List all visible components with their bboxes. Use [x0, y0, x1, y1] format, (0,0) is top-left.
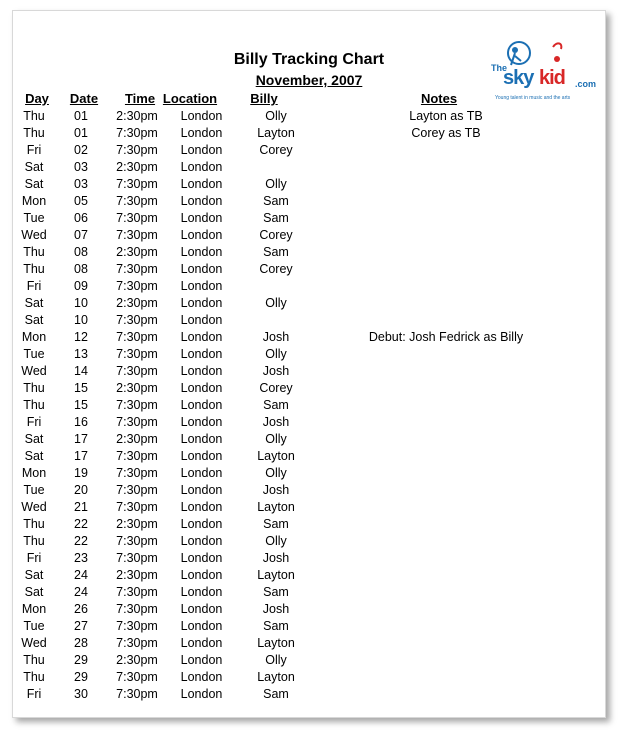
cell-billy: Olly — [265, 534, 287, 548]
logo-the: The — [491, 63, 508, 73]
cell-time: 7:30pm — [116, 194, 158, 208]
cell-day: Sat — [24, 296, 44, 310]
cell-day: Thu — [23, 109, 45, 123]
cell-billy: Sam — [263, 687, 289, 701]
cell-notes — [316, 278, 576, 295]
cell-location: London — [180, 670, 223, 684]
header-billy: Billy — [250, 91, 278, 106]
cell-time: 7:30pm — [116, 670, 158, 684]
cell-date: 26 — [74, 602, 88, 616]
cell-day: Thu — [23, 126, 45, 140]
cell-day: Mon — [21, 466, 47, 480]
cell-day: Thu — [23, 517, 45, 531]
header-notes: Notes — [420, 91, 458, 106]
cell-notes — [316, 295, 576, 312]
cell-date: 20 — [74, 483, 88, 497]
cell-billy: Layton — [257, 568, 295, 582]
table-row — [13, 210, 576, 227]
cell-day: Thu — [23, 262, 45, 276]
table-row — [13, 244, 576, 261]
cell-billy: Layton — [257, 636, 295, 650]
cell-notes — [316, 142, 576, 159]
cell-billy: Olly — [265, 347, 287, 361]
table-row — [13, 431, 576, 448]
table-row — [13, 414, 576, 431]
cell-date: 29 — [74, 670, 88, 684]
table-row — [13, 465, 576, 482]
cell-notes — [316, 312, 576, 329]
table-row — [13, 584, 576, 601]
cell-location: London — [180, 687, 223, 701]
cell-notes — [316, 346, 576, 363]
cell-billy: Layton — [257, 500, 295, 514]
cell-time: 7:30pm — [116, 398, 158, 412]
cell-date: 13 — [74, 347, 88, 361]
cell-billy: Josh — [262, 330, 290, 344]
cell-billy: Layton — [257, 126, 295, 140]
table-row — [13, 516, 576, 533]
cell-date: 22 — [74, 517, 88, 531]
cell-notes — [316, 635, 576, 652]
cell-location: London — [180, 109, 223, 123]
cell-date: 01 — [74, 109, 88, 123]
cell-billy: Olly — [265, 653, 287, 667]
table-row — [13, 618, 576, 635]
cell-location: London — [180, 449, 223, 463]
cell-location: London — [180, 177, 223, 191]
table-row — [13, 448, 576, 465]
cell-time: 7:30pm — [116, 449, 158, 463]
cell-billy: Olly — [265, 296, 287, 310]
cell-time: 7:30pm — [116, 602, 158, 616]
table-row — [13, 295, 576, 312]
header-location: Location — [162, 91, 218, 106]
cell-location: London — [180, 534, 223, 548]
cell-billy: Olly — [265, 109, 287, 123]
table-row — [13, 669, 576, 686]
cell-time: 7:30pm — [116, 415, 158, 429]
cell-billy: Olly — [265, 466, 287, 480]
header-time: Time — [124, 91, 156, 106]
table-row — [13, 652, 576, 669]
cell-date: 08 — [74, 245, 88, 259]
cell-day: Fri — [26, 143, 42, 157]
table-row — [13, 482, 576, 499]
cell-time: 7:30pm — [116, 466, 158, 480]
cell-time: 7:30pm — [116, 228, 158, 242]
cell-day: Tue — [23, 347, 45, 361]
cell-notes — [316, 363, 576, 380]
table-row — [13, 108, 576, 125]
cell-billy: Sam — [263, 585, 289, 599]
cell-notes — [316, 482, 576, 499]
cell-time: 7:30pm — [116, 534, 158, 548]
cell-day: Sat — [24, 177, 44, 191]
table-row — [13, 312, 576, 329]
cell-notes — [316, 193, 576, 210]
cell-day: Fri — [26, 687, 42, 701]
cell-date: 09 — [74, 279, 88, 293]
cell-billy: Josh — [262, 551, 290, 565]
cell-day: Wed — [21, 364, 47, 378]
cell-day: Tue — [23, 211, 45, 225]
logo-sky: sky — [503, 67, 534, 89]
cell-location: London — [180, 466, 223, 480]
cell-location: London — [180, 313, 223, 327]
cell-day: Wed — [21, 500, 47, 514]
schedule-table — [13, 108, 576, 703]
table-row — [13, 278, 576, 295]
table-row — [13, 142, 576, 159]
header-date: Date — [69, 91, 99, 106]
cell-day: Thu — [23, 398, 45, 412]
cell-notes — [316, 499, 576, 516]
cell-billy: Layton — [257, 449, 295, 463]
cell-billy — [236, 312, 316, 329]
cell-date: 17 — [74, 449, 88, 463]
cell-notes — [316, 261, 576, 278]
cell-location: London — [180, 279, 223, 293]
cell-notes — [316, 550, 576, 567]
cell-notes — [316, 601, 576, 618]
cell-notes — [316, 516, 576, 533]
cell-day: Thu — [23, 381, 45, 395]
document-page — [12, 10, 606, 718]
cell-billy: Josh — [262, 364, 290, 378]
cell-time: 7:30pm — [116, 483, 158, 497]
cell-notes — [316, 244, 576, 261]
cell-notes: Debut: Josh Fedrick as Billy — [368, 330, 524, 344]
cell-date: 10 — [74, 313, 88, 327]
cell-time: 7:30pm — [116, 262, 158, 276]
cell-time: 2:30pm — [116, 245, 158, 259]
cell-billy: Sam — [263, 194, 289, 208]
cell-day: Wed — [21, 636, 47, 650]
cell-time: 2:30pm — [116, 160, 158, 174]
cell-date: 06 — [74, 211, 88, 225]
cell-date: 03 — [74, 160, 88, 174]
cell-date: 24 — [74, 585, 88, 599]
table-row — [13, 159, 576, 176]
cell-billy — [236, 278, 316, 295]
cell-location: London — [180, 415, 223, 429]
cell-notes — [316, 210, 576, 227]
cell-location: London — [180, 551, 223, 565]
cell-billy: Sam — [263, 619, 289, 633]
cell-day: Mon — [21, 330, 47, 344]
cell-date: 23 — [74, 551, 88, 565]
cell-billy: Josh — [262, 602, 290, 616]
cell-notes — [316, 176, 576, 193]
cell-notes — [316, 159, 576, 176]
cell-date: 19 — [74, 466, 88, 480]
cell-time: 7:30pm — [116, 143, 158, 157]
table-row — [13, 346, 576, 363]
cell-notes — [316, 567, 576, 584]
cell-notes — [316, 414, 576, 431]
table-row — [13, 686, 576, 703]
cell-date: 29 — [74, 653, 88, 667]
cell-time: 7:30pm — [116, 347, 158, 361]
table-row — [13, 125, 576, 142]
cell-date: 27 — [74, 619, 88, 633]
cell-day: Wed — [21, 228, 47, 242]
cell-billy: Corey — [259, 143, 293, 157]
cell-notes: Layton as TB — [409, 109, 483, 123]
cell-time: 7:30pm — [116, 551, 158, 565]
cell-day: Sat — [24, 449, 44, 463]
cell-notes — [316, 652, 576, 669]
cell-time: 2:30pm — [116, 653, 158, 667]
table-row — [13, 550, 576, 567]
cell-time: 2:30pm — [116, 517, 158, 531]
cell-date: 08 — [74, 262, 88, 276]
table-row — [13, 227, 576, 244]
cell-date: 17 — [74, 432, 88, 446]
cell-billy: Josh — [262, 483, 290, 497]
cell-notes — [316, 465, 576, 482]
cell-day: Mon — [21, 602, 47, 616]
cell-time: 7:30pm — [116, 211, 158, 225]
table-row — [13, 567, 576, 584]
cell-date: 30 — [74, 687, 88, 701]
cell-day: Sat — [24, 313, 44, 327]
cell-time: 7:30pm — [116, 177, 158, 191]
cell-day: Mon — [21, 194, 47, 208]
logo-tagline: Young talent in music and the arts — [495, 95, 571, 101]
cell-day: Thu — [23, 670, 45, 684]
cell-day: Sat — [24, 432, 44, 446]
cell-date: 16 — [74, 415, 88, 429]
cell-notes — [316, 431, 576, 448]
cell-location: London — [180, 653, 223, 667]
cell-day: Fri — [26, 415, 42, 429]
cell-location: London — [180, 262, 223, 276]
cell-time: 7:30pm — [116, 500, 158, 514]
cell-time: 7:30pm — [116, 279, 158, 293]
table-row — [13, 397, 576, 414]
cell-date: 02 — [74, 143, 88, 157]
cell-billy: Sam — [263, 398, 289, 412]
cell-day: Sat — [24, 585, 44, 599]
cell-billy: Josh — [262, 415, 290, 429]
cell-time: 2:30pm — [116, 296, 158, 310]
cell-notes — [316, 533, 576, 550]
cell-day: Fri — [26, 551, 42, 565]
cell-billy: Olly — [265, 432, 287, 446]
cell-notes — [316, 397, 576, 414]
cell-location: London — [180, 500, 223, 514]
cell-location: London — [180, 245, 223, 259]
schedule-rows — [13, 108, 576, 703]
cell-time: 7:30pm — [116, 636, 158, 650]
cell-day: Tue — [23, 619, 45, 633]
cell-location: London — [180, 160, 223, 174]
cell-location: London — [180, 398, 223, 412]
cell-time: 7:30pm — [116, 126, 158, 140]
cell-location: London — [180, 143, 223, 157]
cell-billy: Corey — [259, 381, 293, 395]
table-row — [13, 363, 576, 380]
cell-location: London — [180, 347, 223, 361]
cell-date: 14 — [74, 364, 88, 378]
cell-billy: Olly — [265, 177, 287, 191]
cell-location: London — [180, 211, 223, 225]
cell-day: Fri — [26, 279, 42, 293]
cell-billy: Corey — [259, 228, 293, 242]
cell-location: London — [180, 228, 223, 242]
cell-notes — [316, 227, 576, 244]
cell-date: 07 — [74, 228, 88, 242]
chart-title: Billy Tracking Chart — [233, 51, 385, 68]
cell-day: Sat — [24, 568, 44, 582]
cell-location: London — [180, 364, 223, 378]
cell-notes — [316, 686, 576, 703]
table-row — [13, 601, 576, 618]
header-day: Day — [25, 91, 49, 106]
cell-time: 7:30pm — [116, 619, 158, 633]
cell-billy: Corey — [259, 262, 293, 276]
cell-notes — [316, 448, 576, 465]
cell-time: 7:30pm — [116, 687, 158, 701]
cell-location: London — [180, 602, 223, 616]
cell-billy — [236, 159, 316, 176]
cell-location: London — [180, 330, 223, 344]
cell-date: 15 — [74, 398, 88, 412]
cell-day: Thu — [23, 245, 45, 259]
cell-location: London — [180, 194, 223, 208]
cell-date: 05 — [74, 194, 88, 208]
cell-notes — [316, 669, 576, 686]
cell-location: London — [180, 636, 223, 650]
cell-time: 2:30pm — [116, 381, 158, 395]
cell-billy: Sam — [263, 517, 289, 531]
chart-subtitle: November, 2007 — [255, 72, 363, 88]
cell-location: London — [180, 296, 223, 310]
cell-notes: Corey as TB — [411, 126, 481, 140]
cell-location: London — [180, 483, 223, 497]
cell-billy: Sam — [263, 211, 289, 225]
cell-notes — [316, 584, 576, 601]
cell-billy: Layton — [257, 670, 295, 684]
table-row — [13, 533, 576, 550]
cell-date: 10 — [74, 296, 88, 310]
cell-location: London — [180, 619, 223, 633]
cell-day: Thu — [23, 653, 45, 667]
cell-date: 28 — [74, 636, 88, 650]
table-row — [13, 635, 576, 652]
logo-kid: kid — [539, 67, 565, 89]
logo-com: .com — [575, 79, 597, 89]
cell-time: 2:30pm — [116, 568, 158, 582]
cell-location: London — [180, 585, 223, 599]
cell-date: 01 — [74, 126, 88, 140]
cell-location: London — [180, 568, 223, 582]
table-row — [13, 499, 576, 516]
cell-day: Sat — [24, 160, 44, 174]
cell-day: Thu — [23, 534, 45, 548]
cell-date: 22 — [74, 534, 88, 548]
cell-time: 7:30pm — [116, 313, 158, 327]
cell-time: 2:30pm — [116, 109, 158, 123]
table-row — [13, 193, 576, 210]
cell-notes — [316, 380, 576, 397]
cell-location: London — [180, 517, 223, 531]
cell-time: 2:30pm — [116, 432, 158, 446]
cell-time: 7:30pm — [116, 585, 158, 599]
table-row — [13, 329, 576, 346]
cell-day: Tue — [23, 483, 45, 497]
table-row — [13, 176, 576, 193]
cell-billy: Sam — [263, 245, 289, 259]
cell-time: 7:30pm — [116, 364, 158, 378]
cell-time: 7:30pm — [116, 330, 158, 344]
cell-location: London — [180, 381, 223, 395]
table-row — [13, 261, 576, 278]
cell-date: 24 — [74, 568, 88, 582]
cell-notes — [316, 618, 576, 635]
cell-date: 12 — [74, 330, 88, 344]
cell-location: London — [180, 126, 223, 140]
cell-date: 03 — [74, 177, 88, 191]
cell-location: London — [180, 432, 223, 446]
table-row — [13, 380, 576, 397]
cell-date: 15 — [74, 381, 88, 395]
cell-date: 21 — [74, 500, 88, 514]
